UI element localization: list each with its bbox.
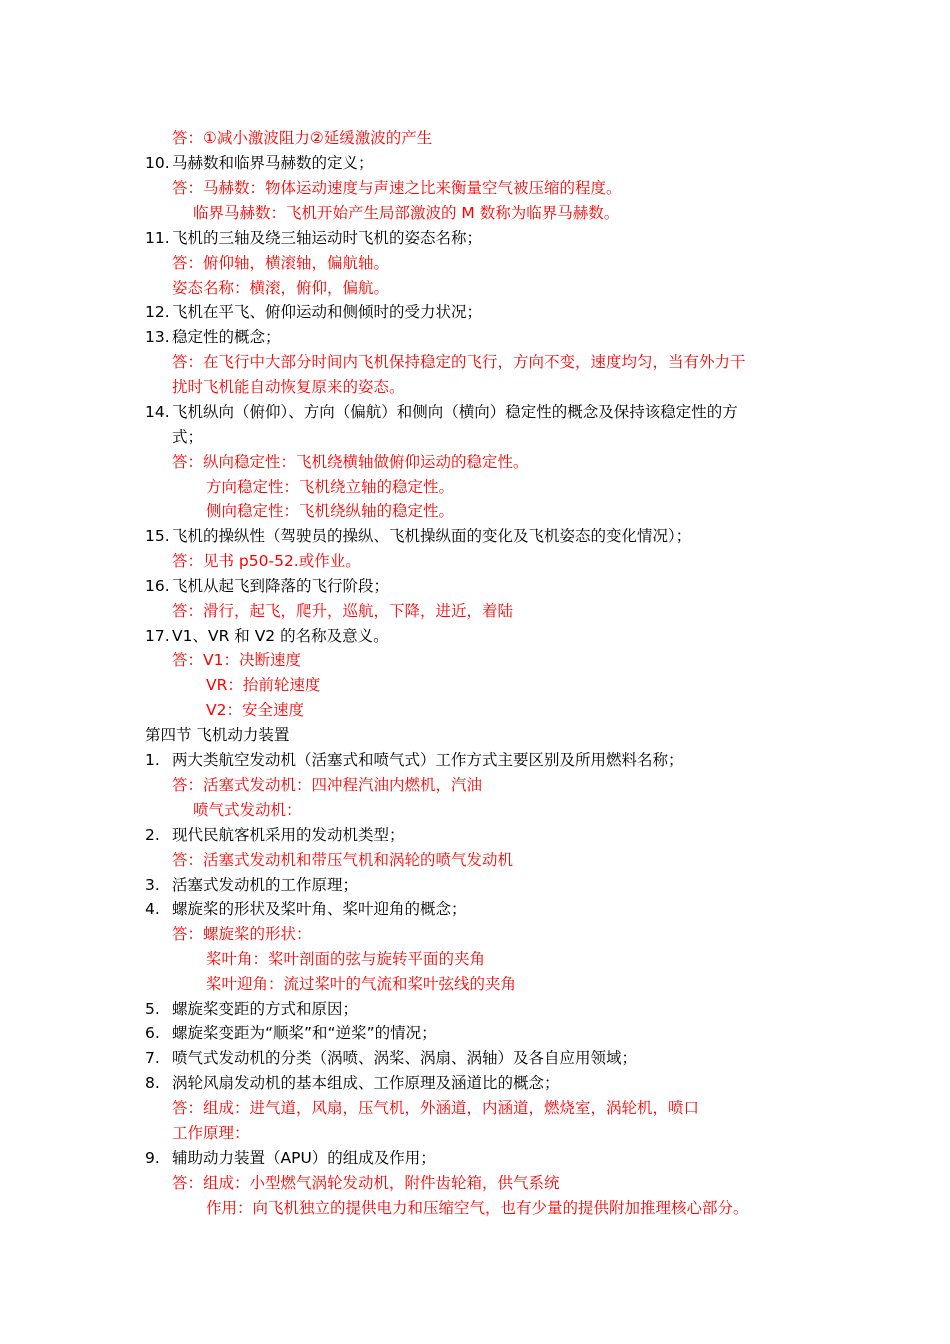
line-text: 螺旋桨的形状及桨叶角、桨叶迎角的概念； (172, 900, 467, 918)
item-number: 9. (145, 1149, 160, 1167)
line-text: 作用：向飞机独立的提供电力和压缩空气，也有少量的提供附加推理核心部分。 (206, 1199, 749, 1217)
item-number: 5. (145, 1000, 160, 1018)
line-text: 工作原理： (172, 1124, 250, 1142)
line-text: 飞机在平飞、俯仰运动和侧倾时的受力状况； (172, 303, 483, 321)
line-text: 答：在飞行中大部分时间内飞机保持稳定的飞行，方向不变，速度均匀，当有外力干 (172, 353, 746, 371)
line-text: 涡轮风扇发动机的基本组成、工作原理及涵道比的概念； (172, 1074, 560, 1092)
line-text: 活塞式发动机的工作原理； (172, 876, 359, 894)
line-text: VR：抬前轮速度 (206, 676, 321, 694)
line-text: 答：纵向稳定性：飞机绕横轴做俯仰运动的稳定性。 (172, 453, 529, 471)
line-text: 临界马赫数：飞机开始产生局部激波的 M 数称为临界马赫数。 (193, 204, 620, 222)
line-text: V2：安全速度 (206, 701, 304, 719)
line-text: 答：组成：进气道，风扇，压气机，外涵道，内涵道，燃烧室，涡轮机，喷口 (172, 1099, 700, 1117)
line-text: 方向稳定性：飞机绕立轴的稳定性。 (206, 478, 455, 496)
line-text: 答：①减小激波阻力②延缓激波的产生 (172, 129, 433, 147)
line-text: 式； (172, 428, 204, 446)
line-text: 螺旋桨变距为“顺桨”和“逆桨”的情况； (172, 1024, 437, 1042)
item-number: 1. (145, 751, 160, 769)
line-text: 两大类航空发动机（活塞式和喷气式）工作方式主要区别及所用燃料名称； (172, 751, 684, 769)
line-text: 辅助动力装置（APU）的组成及作用； (172, 1149, 436, 1167)
line-text: 马赫数和临界马赫数的定义； (172, 154, 374, 172)
line-text: 喷气式发动机的分类（涡喷、涡桨、涡扇、涡轴）及各自应用领域； (172, 1049, 638, 1067)
item-number: 8. (145, 1074, 160, 1092)
line-text: 答：螺旋桨的形状： (172, 925, 312, 943)
line-text: 侧向稳定性：飞机绕纵轴的稳定性。 (206, 502, 455, 520)
line-text: 答：滑行，起飞，爬升，巡航，下降，进近，着陆 (172, 602, 514, 620)
line-text: 飞机的操纵性（驾驶员的操纵、飞机操纵面的变化及飞机姿态的变化情况）； (172, 527, 692, 545)
line-text: 答：V1：决断速度 (172, 651, 301, 669)
line-text: 答：活塞式发动机和带压气机和涡轮的喷气发动机 (172, 851, 514, 869)
item-number: 4. (145, 900, 160, 918)
item-number: 11. (145, 229, 170, 247)
line-text: 喷气式发动机： (193, 801, 302, 819)
item-number: 16. (145, 577, 170, 595)
item-number: 7. (145, 1049, 160, 1067)
item-number: 12. (145, 303, 170, 321)
item-number: 15. (145, 527, 170, 545)
line-text: 答：见书 p50-52.或作业。 (172, 552, 361, 570)
line-text: 桨叶角：桨叶剖面的弦与旋转平面的夹角 (206, 950, 486, 968)
line-text: 飞机纵向（俯仰）、方向（偏航）和侧向（横向）稳定性的概念及保持该稳定性的方 (172, 403, 738, 421)
line-text: 现代民航客机采用的发动机类型； (172, 826, 405, 844)
line-text: 答：组成：小型燃气涡轮发动机，附件齿轮箱，供气系统 (172, 1174, 560, 1192)
item-number: 6. (145, 1024, 160, 1042)
item-number: 17. (145, 627, 170, 645)
item-number: 2. (145, 826, 160, 844)
line-text: 扰时飞机能自动恢复原来的姿态。 (172, 378, 405, 396)
item-number: 10. (145, 154, 170, 172)
item-number: 3. (145, 876, 160, 894)
item-number: 13. (145, 328, 170, 346)
line-text: 稳定性的概念； (172, 328, 281, 346)
line-text: 答：活塞式发动机：四冲程汽油内燃机，汽油 (172, 776, 483, 794)
line-text: 桨叶迎角：流过桨叶的气流和桨叶弦线的夹角 (206, 975, 517, 993)
line-text: 飞机从起飞到降落的飞行阶段； (172, 577, 390, 595)
line-text: 答：马赫数：物体运动速度与声速之比来衡量空气被压缩的程度。 (172, 179, 622, 197)
line-text: V1、VR 和 V2 的名称及意义。 (172, 627, 389, 645)
line-text: 螺旋桨变距的方式和原因； (172, 1000, 359, 1018)
line-text: 答：俯仰轴，横滚轴，偏航轴。 (172, 254, 390, 272)
line-text: 飞机的三轴及绕三轴运动时飞机的姿态名称； (172, 229, 483, 247)
line-text: 姿态名称：横滚，俯仰，偏航。 (172, 279, 390, 297)
item-number: 14. (145, 403, 170, 421)
line-text: 第四节 飞机动力装置 (145, 726, 290, 744)
